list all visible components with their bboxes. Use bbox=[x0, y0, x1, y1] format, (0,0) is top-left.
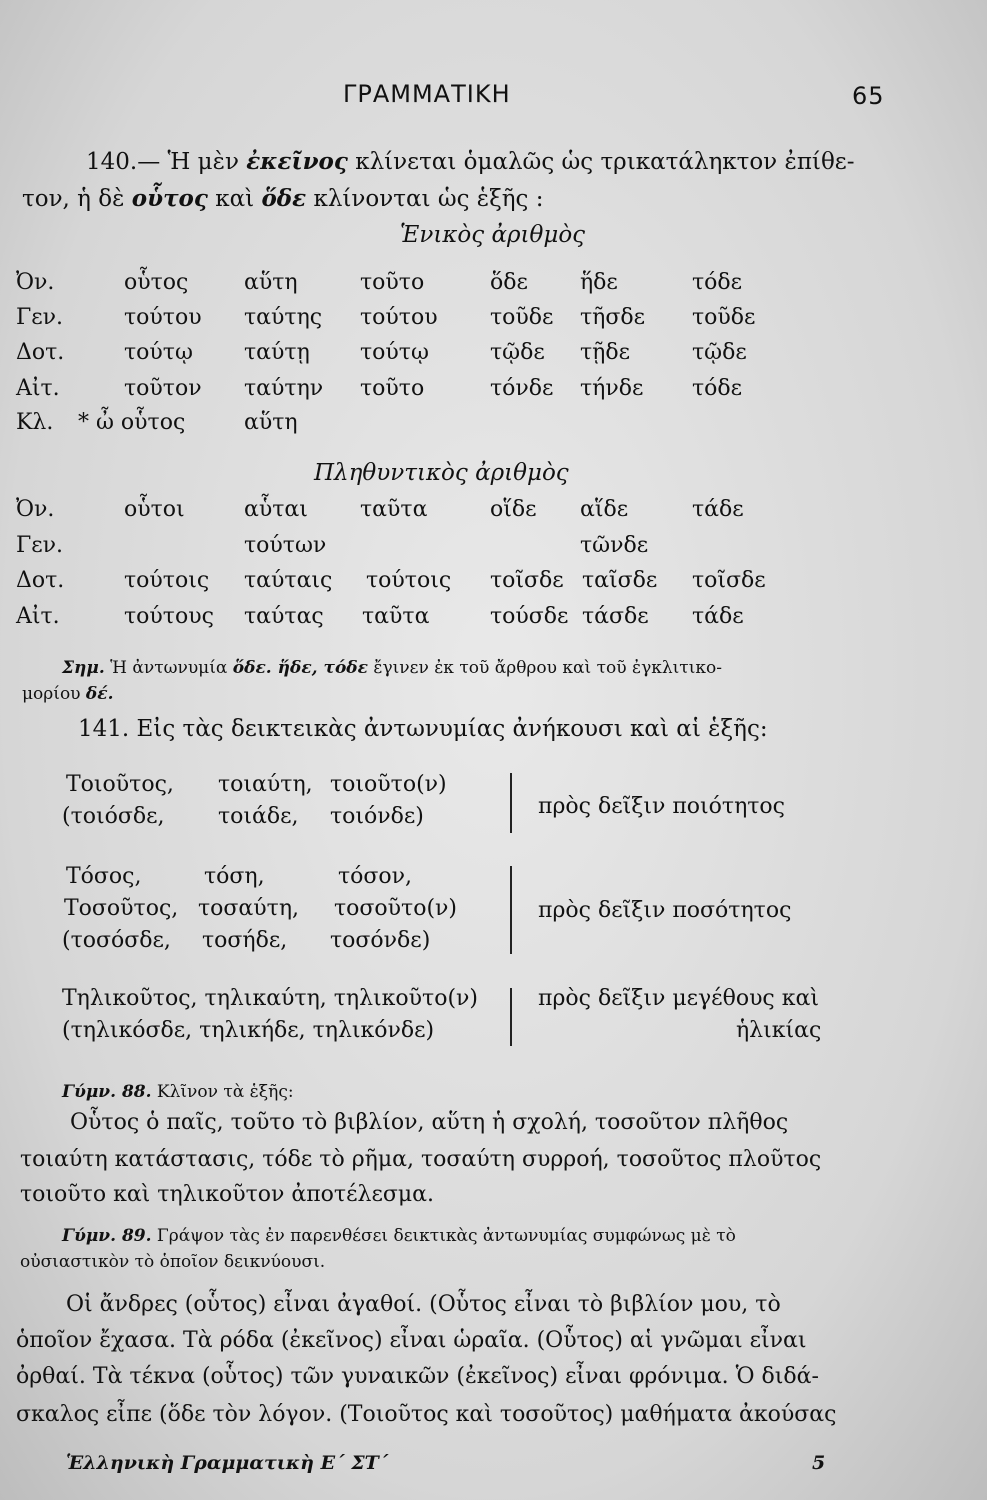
exercise-label: Γύμν. 88. bbox=[62, 1082, 152, 1102]
table-cell: τούτους bbox=[124, 604, 214, 629]
case-label: Αἰτ. bbox=[16, 604, 60, 629]
table-cell: τόδε bbox=[692, 270, 743, 295]
emphasis: ἐκεῖνος bbox=[246, 148, 348, 175]
text: τον, ἡ δὲ bbox=[22, 186, 125, 212]
form: τοσήδε, bbox=[202, 928, 288, 953]
exercise-89-heading bbox=[62, 1226, 736, 1246]
bracket-rule bbox=[510, 988, 512, 1046]
table-cell: τούτου bbox=[360, 305, 438, 330]
running-title: ΓΡΑΜΜΑΤΙΚΗ bbox=[343, 80, 511, 108]
form: τοιάδε, bbox=[218, 804, 299, 829]
table-cell: τῇδε bbox=[580, 340, 630, 365]
table-cell: τάσδε bbox=[582, 604, 649, 629]
table-cell: τοῦτο bbox=[360, 270, 425, 295]
form: (τοιόσδε, bbox=[62, 804, 165, 829]
form: τοσοῦτο(ν) bbox=[334, 896, 458, 921]
table-cell: τούτῳ bbox=[360, 340, 429, 365]
section-141-intro: 141. Εἰς τὰς δεικτεικὰς ἀντωνυμίας ἀνήκουσι καὶ αἱ ἑξῆς: bbox=[78, 716, 768, 742]
table-cell: αὕτη bbox=[244, 410, 298, 435]
bracket-rule bbox=[510, 773, 512, 833]
text: Ἡ ἀντωνυμία bbox=[110, 658, 228, 678]
exercise-label: Γύμν. 89. bbox=[62, 1226, 152, 1246]
table-cell: τούτου bbox=[124, 305, 202, 330]
table-cell: τοῦδε bbox=[692, 305, 756, 330]
instruction: Κλῖνον τὰ ἑξῆς: bbox=[156, 1082, 294, 1102]
table-cell: τόνδε bbox=[490, 376, 554, 401]
form: τόσον, bbox=[338, 864, 413, 889]
exercise-line: Οἱ ἄνδρες (οὗτος) εἶναι ἀγαθοί. (Οὗτος εἶναι τὸ βιβλίον μου, τὸ bbox=[66, 1292, 781, 1317]
case-label: Γεν. bbox=[16, 305, 64, 330]
case-label: Δοτ. bbox=[16, 340, 65, 365]
case-label: Αἰτ. bbox=[16, 376, 60, 401]
table-cell: τοῦτο bbox=[360, 376, 425, 401]
case-label: Ὀν. bbox=[16, 270, 55, 295]
table-cell: ταύτας bbox=[244, 604, 324, 629]
exercise-line: ὁποῖον ἔχασα. Τὰ ρόδα (ἐκεῖνος) εἶναι ὡραῖα. (Οὗτος) αἱ γνῶμαι εἶναι bbox=[16, 1328, 807, 1353]
form: τόση, bbox=[204, 864, 265, 889]
form: Τοσοῦτος, bbox=[64, 896, 179, 921]
section-140-line-1 bbox=[86, 148, 855, 175]
signature-mark: 5 bbox=[812, 1452, 826, 1474]
case-label: Γεν. bbox=[16, 533, 64, 558]
table-cell: τούτοις bbox=[124, 568, 210, 593]
group-description: ἡλικίας bbox=[736, 1018, 822, 1043]
table-cell: ταῖσδε bbox=[582, 568, 658, 593]
exercise-line: σκαλος εἶπε (ὅδε τὸν λόγον. (Τοιοῦτος καὶ τοσοῦτος) μαθήματα ἀκούσας bbox=[16, 1402, 837, 1427]
table-cell: τοῦτον bbox=[124, 376, 202, 401]
form: (τοσόσδε, bbox=[62, 928, 171, 953]
exercise-88-heading bbox=[62, 1082, 294, 1102]
form-line: Τηλικοῦτος, τηλικαύτη, τηλικοῦτο(ν) bbox=[62, 986, 479, 1011]
text: ἔγινεν ἐκ τοῦ ἄρθρου καὶ τοῦ ἐγκλιτικο- bbox=[373, 658, 722, 678]
emphasis: ὅδε bbox=[261, 185, 307, 212]
table-cell: ὅδε bbox=[490, 270, 528, 295]
table-cell: τάδε bbox=[692, 497, 744, 522]
case-label: Δοτ. bbox=[16, 568, 65, 593]
form: τοσαύτη, bbox=[198, 896, 300, 921]
singular-heading: Ἑνικὸς ἀριθμὸς bbox=[400, 222, 586, 248]
group-description: πρὸς δεῖξιν ποιότητος bbox=[538, 794, 785, 819]
table-cell: ταύτης bbox=[244, 305, 323, 330]
note-line-2 bbox=[22, 684, 114, 704]
case-label: Κλ. bbox=[16, 410, 54, 435]
table-cell: αὕτη bbox=[244, 270, 298, 295]
table-cell: ταύταις bbox=[244, 568, 333, 593]
section-number: 140.— bbox=[86, 149, 161, 175]
table-cell: ταύτην bbox=[244, 376, 324, 401]
table-cell: τῷδε bbox=[692, 340, 747, 365]
form: Τόσος, bbox=[66, 864, 142, 889]
exercise-line: τοιοῦτο καὶ τηλικοῦτον ἀποτέλεσμα. bbox=[20, 1182, 435, 1207]
exercise-line: τοιαύτη κατάστασις, τόδε τὸ ρῆμα, τοσαύτη συρροή, τοσοῦτος πλοῦτος bbox=[20, 1147, 822, 1172]
bracket-rule bbox=[510, 866, 512, 954]
table-cell: τούσδε bbox=[490, 604, 569, 629]
table-cell: αἵδε bbox=[580, 497, 629, 522]
note-label: Σημ. bbox=[62, 658, 105, 678]
emphasis: οὗτος bbox=[131, 185, 208, 212]
group-description: πρὸς δεῖξιν ποσότητος bbox=[538, 898, 792, 923]
table-cell: οὗτος bbox=[124, 270, 189, 295]
table-cell: τήνδε bbox=[580, 376, 644, 401]
table-cell: τοῦδε bbox=[490, 305, 554, 330]
exercise-line: Οὗτος ὁ παῖς, τοῦτο τὸ βιβλίον, αὕτη ἡ σχολή, τοσοῦτον πλῆθος bbox=[70, 1110, 789, 1135]
form: τοσόνδε) bbox=[330, 928, 431, 953]
page-number: 65 bbox=[852, 82, 885, 110]
table-cell: τοῖσδε bbox=[490, 568, 564, 593]
table-cell: ταύτῃ bbox=[244, 340, 310, 365]
text: κλίνεται ὁμαλῶς ὡς τρικατάληκτον ἐπίθε- bbox=[355, 149, 855, 175]
table-cell: ταῦτα bbox=[362, 604, 430, 629]
table-cell: * ὦ οὗτος bbox=[78, 410, 186, 435]
text: καὶ bbox=[215, 186, 255, 212]
table-cell: τούτων bbox=[244, 533, 327, 558]
table-cell: ταῦτα bbox=[360, 497, 428, 522]
table-cell: τάδε bbox=[692, 604, 744, 629]
form: τοιόνδε) bbox=[330, 804, 424, 829]
table-cell: οἵδε bbox=[490, 497, 537, 522]
table-cell: τόδε bbox=[692, 376, 743, 401]
table-cell: τῷδε bbox=[490, 340, 545, 365]
table-cell: τῆσδε bbox=[580, 305, 646, 330]
case-label: Ὀν. bbox=[16, 497, 55, 522]
text: κλίνονται ὡς ἑξῆς : bbox=[313, 186, 544, 212]
form-line: (τηλικόσδε, τηλικήδε, τηλικόνδε) bbox=[62, 1018, 435, 1043]
emphasis: δέ. bbox=[85, 684, 114, 704]
text: μορίου bbox=[22, 684, 81, 704]
table-cell: αὗται bbox=[244, 497, 308, 522]
table-cell: τοῖσδε bbox=[692, 568, 766, 593]
form: τοιοῦτο(ν) bbox=[330, 772, 447, 797]
form: τοιαύτη, bbox=[218, 772, 313, 797]
table-cell: τούτοις bbox=[366, 568, 452, 593]
emphasis: ὅδε. ἥδε, τόδε bbox=[232, 658, 368, 678]
section-140-line-2 bbox=[22, 185, 544, 212]
table-cell: οὗτοι bbox=[124, 497, 185, 522]
group-description: πρὸς δεῖξιν μεγέθους καὶ bbox=[538, 986, 819, 1011]
exercise-89-instruction-cont: οὐσιαστικὸν τὸ ὁποῖον δεικνύουσι. bbox=[20, 1252, 326, 1272]
table-cell: τῶνδε bbox=[580, 533, 649, 558]
exercise-line: ὀρθαί. Τὰ τέκνα (οὗτος) τῶν γυναικῶν (ἐκεῖνος) εἶναι φρόνιμα. Ὁ διδά- bbox=[16, 1364, 819, 1389]
table-cell: τούτῳ bbox=[124, 340, 193, 365]
book-title-footer: Ἑλληνικὴ Γραμματικὴ Ε΄ ΣΤ΄ bbox=[66, 1452, 389, 1474]
text: Ἡ μὲν bbox=[167, 149, 239, 175]
form: Τοιοῦτος, bbox=[66, 772, 174, 797]
instruction: Γράψον τὰς ἐν παρενθέσει δεικτικὰς ἀντωνυμίας συμφώνως μὲ τὸ bbox=[156, 1226, 736, 1246]
plural-heading: Πληθυντικὸς ἀριθμὸς bbox=[314, 460, 569, 486]
table-cell: ἥδε bbox=[580, 270, 618, 295]
note-line-1 bbox=[62, 658, 722, 678]
